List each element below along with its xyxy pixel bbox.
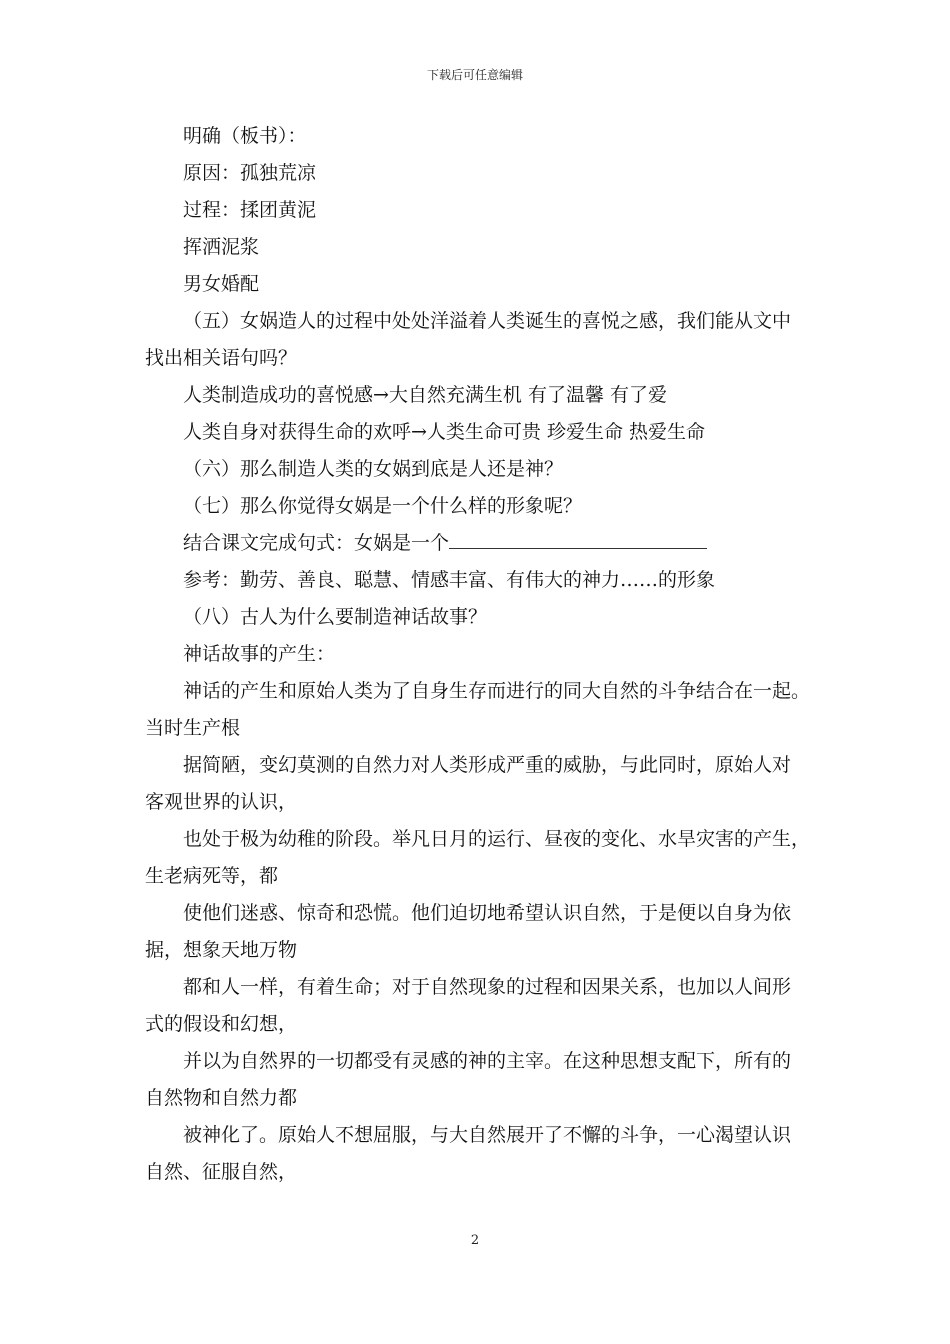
text-line: [145, 1080, 813, 1117]
text-line: [145, 1006, 813, 1043]
text-line: [145, 636, 813, 673]
text-line-content: （八）古人为什么要制造神话故事？: [183, 606, 488, 628]
text-line: [145, 895, 813, 932]
text-line: [145, 488, 813, 525]
text-line: [145, 303, 813, 340]
text-line-content: 找出相关语句吗？: [145, 347, 298, 369]
text-line-content: 过程：揉团黄泥: [183, 199, 317, 221]
page-number: 2: [470, 1233, 480, 1248]
text-line-content: 男女婚配: [183, 273, 260, 295]
text-line: [145, 155, 813, 192]
text-line-content: 据简陋，变幻莫测的自然力对人类形成严重的威胁，与此同时，原始人对: [183, 754, 792, 776]
text-line: [145, 969, 813, 1006]
text-line-content: 也处于极为幼稚的阶段。举凡日月的运行、昼夜的变化、水旱灾害的产生，: [183, 828, 811, 850]
fill-in-blank: [449, 526, 707, 549]
text-line-content: 都和人一样，有着生命；对于自然现象的过程和因果关系，也加以人间形: [183, 976, 792, 998]
text-line: [145, 784, 813, 821]
text-line-content: 自然物和自然力都: [145, 1087, 298, 1109]
text-line: [145, 525, 813, 562]
text-line: [145, 562, 813, 599]
text-line-content: 参考：勤劳、善良、聪慧、情感丰富、有伟大的神力……的形象: [183, 569, 716, 591]
text-line: [145, 858, 813, 895]
text-line-content: 式的假设和幻想，: [145, 1013, 298, 1035]
text-line: [145, 710, 813, 747]
text-line: [145, 821, 813, 858]
text-line-content: 并以为自然界的一切都受有灵感的神的主宰。在这种思想支配下，所有的: [183, 1050, 792, 1072]
text-line-content: （七）那么你觉得女娲是一个什么样的形象呢？: [183, 495, 583, 517]
text-line: [145, 414, 813, 451]
text-line: [145, 229, 813, 266]
text-line: [145, 266, 813, 303]
text-line: [145, 118, 813, 155]
text-line: [145, 192, 813, 229]
text-line-content: 生老病死等，都: [145, 865, 279, 887]
text-line-content: 人类制造成功的喜悦感→大自然充满生机 有了温馨 有了爱: [183, 384, 668, 406]
text-line: [145, 377, 813, 414]
text-line: [145, 747, 813, 784]
text-line-content: 自然、征服自然，: [145, 1161, 298, 1183]
text-line: [145, 932, 813, 969]
text-line-content: 据，想象天地万物: [145, 939, 298, 961]
text-line-content: 原因：孤独荒凉: [183, 162, 317, 184]
text-line-content: 被神化了。原始人不想屈服，与大自然展开了不懈的斗争，一心渴望认识: [183, 1124, 792, 1146]
text-line: [145, 451, 813, 488]
text-line-content: 挥洒泥浆: [183, 236, 260, 258]
text-line-content: 人类自身对获得生命的欢呼→人类生命可贵 珍爱生命 热爱生命: [183, 421, 706, 443]
text-line-content: 明确（板书）：: [183, 125, 307, 147]
text-line: [145, 340, 813, 377]
text-line-content: 使他们迷惑、惊奇和恐慌。他们迫切地希望认识自然，于是便以自身为依: [183, 902, 792, 924]
page-header: 下载后可任意编辑: [426, 68, 523, 82]
text-line-content: 神话的产生和原始人类为了自身生存而进行的同大自然的斗争结合在一起。: [183, 680, 811, 702]
text-line-content: 神话故事的产生：: [183, 643, 336, 665]
text-line: [145, 673, 813, 710]
text-line-content: 客观世界的认识，: [145, 791, 298, 813]
text-line-content: （六）那么制造人类的女娲到底是人还是神？: [183, 458, 564, 480]
text-line-content: 当时生产根: [145, 717, 241, 739]
text-line: [145, 1154, 813, 1191]
text-line-content: （五）女娲造人的过程中处处洋溢着人类诞生的喜悦之感，我们能从文中: [183, 310, 792, 332]
text-line: [145, 1117, 813, 1154]
text-line-content: 结合课文完成句式：女娲是一个: [183, 532, 450, 554]
text-line: [145, 1043, 813, 1080]
text-line: [145, 599, 813, 636]
document-body: [145, 118, 813, 1191]
